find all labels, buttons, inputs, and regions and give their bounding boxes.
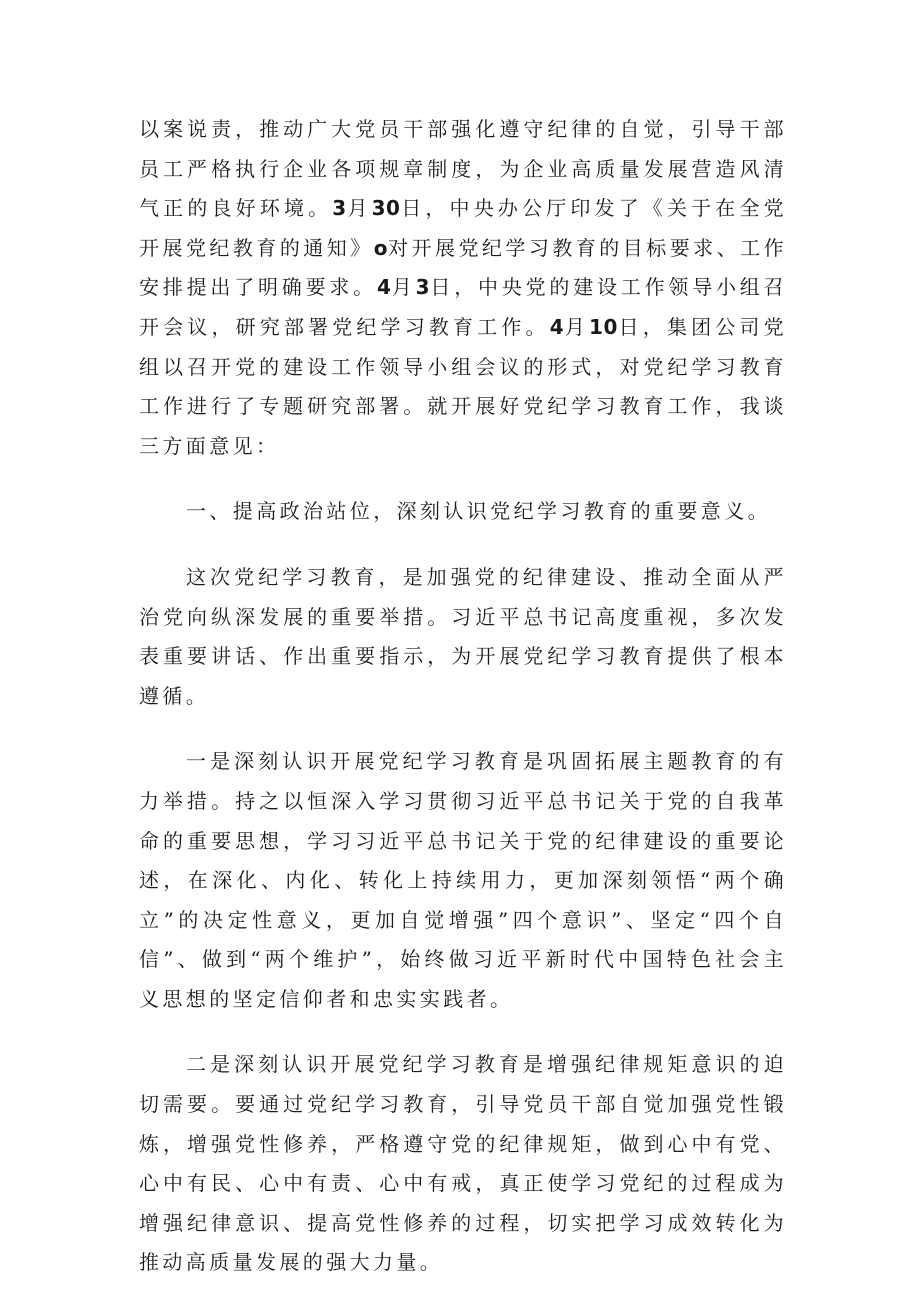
section-heading-1 bbox=[139, 492, 787, 532]
bold-numeral: 10 bbox=[589, 314, 618, 339]
bold-numeral: 4 bbox=[549, 314, 565, 339]
text-run: 这次党纪学习教育，是加强党的纪律建设、推动全面从严治党向纵深发展的重要举措。习近平总书记高度重视，多次发表重要讲话、作出重要指示，为开展党纪学习教育提供了根本遵循。 bbox=[139, 564, 787, 708]
bold-numeral: o bbox=[373, 235, 388, 260]
text-run: 对开展党纪学习教育的目标要求、工作安排提出了明确要求。 bbox=[139, 235, 787, 300]
bold-numeral: 3 bbox=[332, 196, 347, 221]
text-run: 日，中央党的建设工作领导小组召开会议，研究部署党纪学习教育工作。 bbox=[139, 275, 788, 339]
bold-numeral: 3 bbox=[415, 275, 431, 300]
text-run: 以案说责，推动广大党员干部强化遵守纪律的自觉，引导干部员工严格执行企业各项规章制度，为企业高质量发展营造风清气正的良好环境。 bbox=[139, 117, 787, 221]
text-run: 月 bbox=[391, 275, 416, 300]
text-run: 月 bbox=[564, 314, 590, 339]
document-body bbox=[139, 110, 787, 1309]
bold-numeral: 30 bbox=[371, 196, 401, 221]
text-run: 日，中央办公厅印发了《关于在全党开展党纪教育的通知》 bbox=[139, 196, 788, 260]
text-run: 一、提高政治站位，深刻认识党纪学习教育的重要意义。 bbox=[186, 499, 771, 524]
paragraph-point-2 bbox=[139, 1045, 787, 1283]
text-run: 一是深刻认识开展党纪学习教育是巩固拓展主题教育的有力举措。持之以恒深入学习贯彻习近平总书记关于党的自我革命的重要思想，学习习近平总书记关于党的纪律建设的重要论述，在深化、内化、转化上持续用力，更加深刻领悟“两个确立”的决定性意义，更加自觉增强”四个意识”、坚定“四个自信”、做到“两个维护”，始终做习近平新时代中国特色社会主义思想的坚定信仰者和忠实实践者。 bbox=[139, 749, 787, 1011]
text-run: 二是深刻认识开展党纪学习教育是增强纪律规矩意识的迫切需要。要通过党纪学习教育，引导党员干部自觉加强党性锻炼，增强党性修养，严格遵守党的纪律规矩，做到心中有党、心中有民、心中有责、心中有戒，真正使学习党纪的过程成为增强纪律意识、提高党性修养的过程，切实把学习成效转化为推动高质量发展的强大力量。 bbox=[139, 1052, 787, 1275]
paragraph-intro bbox=[139, 110, 787, 466]
paragraph-point-1 bbox=[139, 742, 787, 1019]
bold-numeral: 4 bbox=[376, 275, 392, 300]
text-run: 日，集团公司党组以召开党的建设工作领导小组会议的形式，对党纪学习教育工作进行了专题研究部署。就开展好党纪学习教育工作，我谈三方面意见： bbox=[139, 314, 787, 458]
paragraph-significance bbox=[139, 558, 787, 716]
text-run: 月 bbox=[346, 196, 372, 221]
